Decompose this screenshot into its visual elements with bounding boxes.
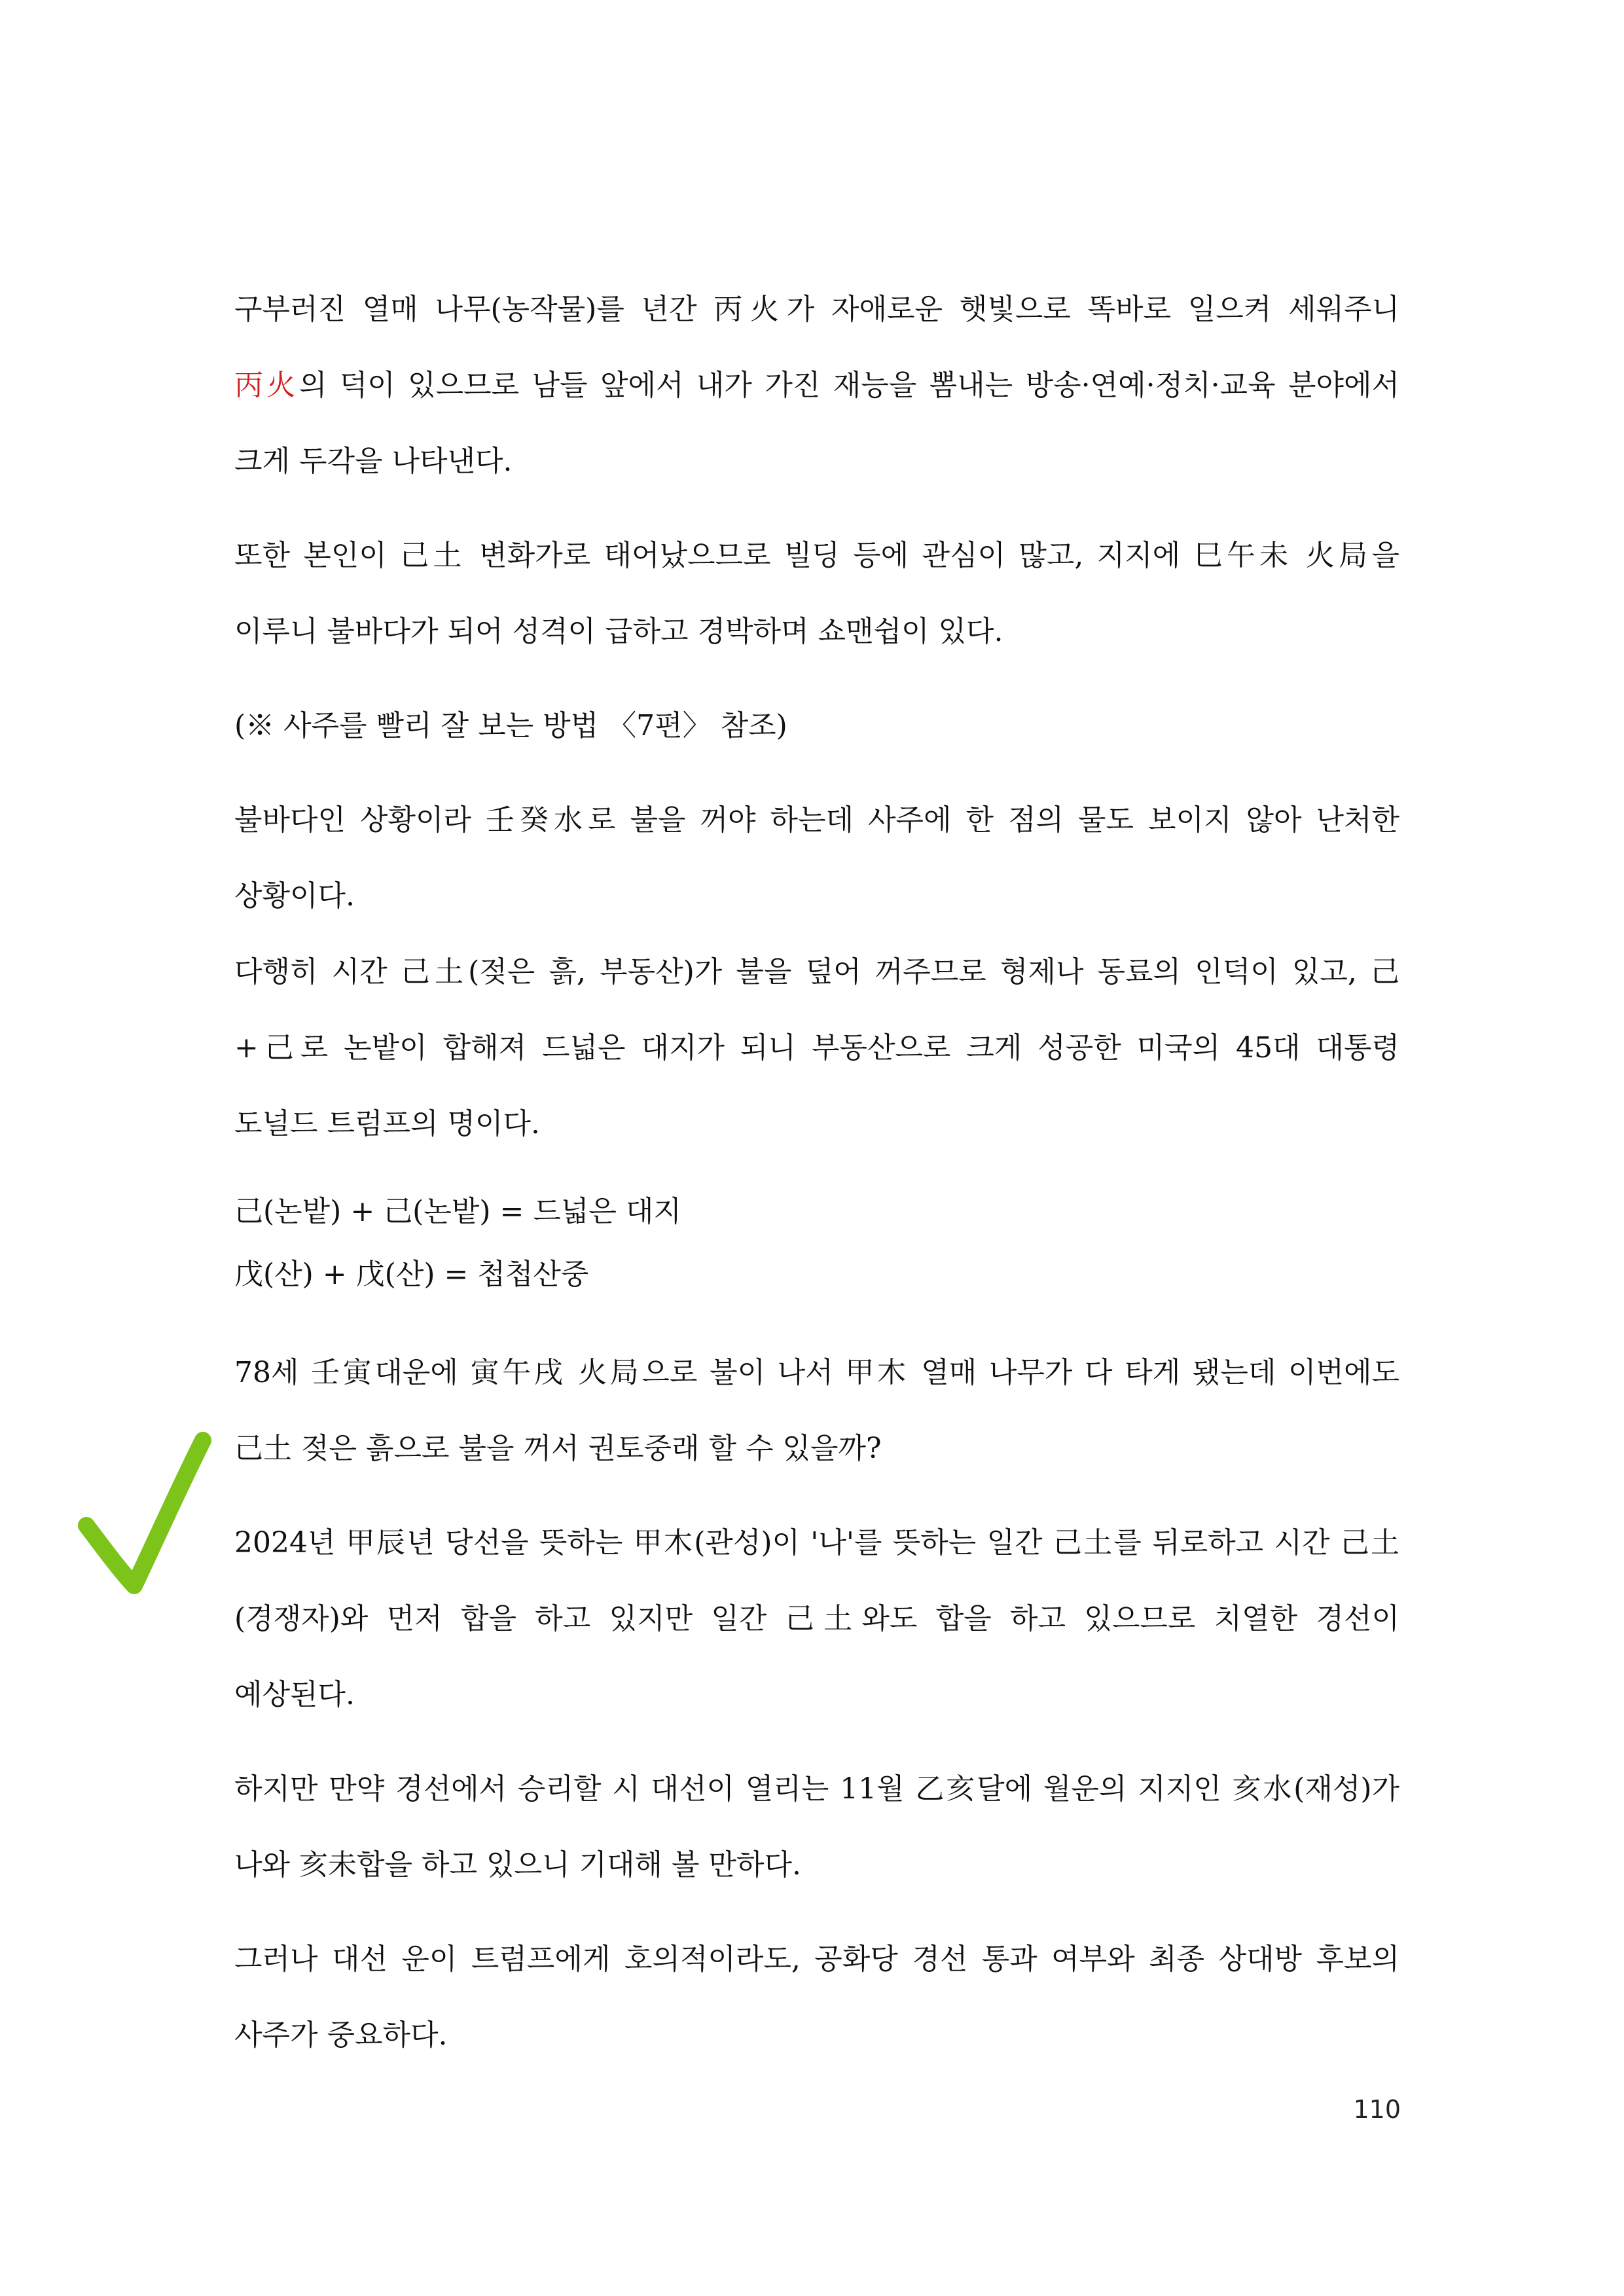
page-body [234, 272, 1399, 2092]
equation-2: 戊(산) + 戊(산) = 첩첩산중 [234, 1258, 589, 1291]
paragraph-4: 불바다인 상황이라 壬癸水로 불을 꺼야 하는데 사주에 한 점의 물도 보이지 않아 난처한 상황이다. [234, 803, 1399, 913]
paragraph-1-rest: 의 덕이 있으므로 남들 앞에서 내가 가진 재능을 뽐내는 방송·연예·정치·교육 분야에서 크게 두각을 나타낸다. [234, 369, 1399, 478]
equation-1: 己(논밭) + 己(논밭) = 드넓은 대지 [234, 1195, 681, 1228]
equation-block [234, 1180, 1399, 1306]
paragraph-9: 그러나 대선 운이 트럼프에게 호의적이라도, 공화당 경선 통과 여부와 최종 상대방 후보의 사주가 중요하다. [234, 1942, 1399, 2052]
paragraph-3-reference: (※ 사주를 빨리 잘 보는 방법 〈7편〉 참조) [234, 709, 787, 742]
page-number: 110 [1353, 2095, 1401, 2124]
paragraph-6: 78세 壬寅대운에 寅午戌 火局으로 불이 나서 甲木 열매 나무가 다 타게 됐는데 이번에도 己土 젖은 흙으로 불을 꺼서 권토중래 할 수 있을까? [234, 1356, 1399, 1465]
paragraph-8: 하지만 만약 경선에서 승리할 시 대선이 열리는 11월 乙亥달에 월운의 지지인 亥水(재성)가 나와 亥未합을 하고 있으니 기대해 볼 만하다. [234, 1772, 1399, 1882]
paragraph-5: 다행히 시간 己土(젖은 흙, 부동산)가 불을 덮어 꺼주므로 형제나 동료의 인덕이 있고, 己+己로 논밭이 합해져 드넓은 대지가 되니 부동산으로 크게 성공한 미국의 45대 대통령 도널드 트럼프의 명이다. [234, 955, 1399, 1140]
green-checkmark-icon [72, 1427, 216, 1597]
paragraph-7: 2024년 甲辰년 당선을 뜻하는 甲木(관성)이 '나'를 뜻하는 일간 己土를 뒤로하고 시간 己土(경쟁자)와 먼저 합을 하고 있지만 일간 己土와도 합을 하고 있으므로 치열한 경선이 예상된다. [234, 1526, 1399, 1711]
paragraph-1 [234, 272, 1399, 500]
paragraph-1-text: 구부러진 열매 나무(농작물)를 년간 丙火가 자애로운 햇빛으로 똑바로 일으켜 세워주니 [234, 293, 1399, 326]
paragraph-2: 또한 본인이 己土 변화가로 태어났으므로 빌딩 등에 관심이 많고, 지지에 巳午未 火局을 이루니 불바다가 되어 성격이 급하고 경박하며 쇼맨쉽이 있다. [234, 539, 1399, 648]
highlighted-term: 丙火 [234, 369, 299, 402]
